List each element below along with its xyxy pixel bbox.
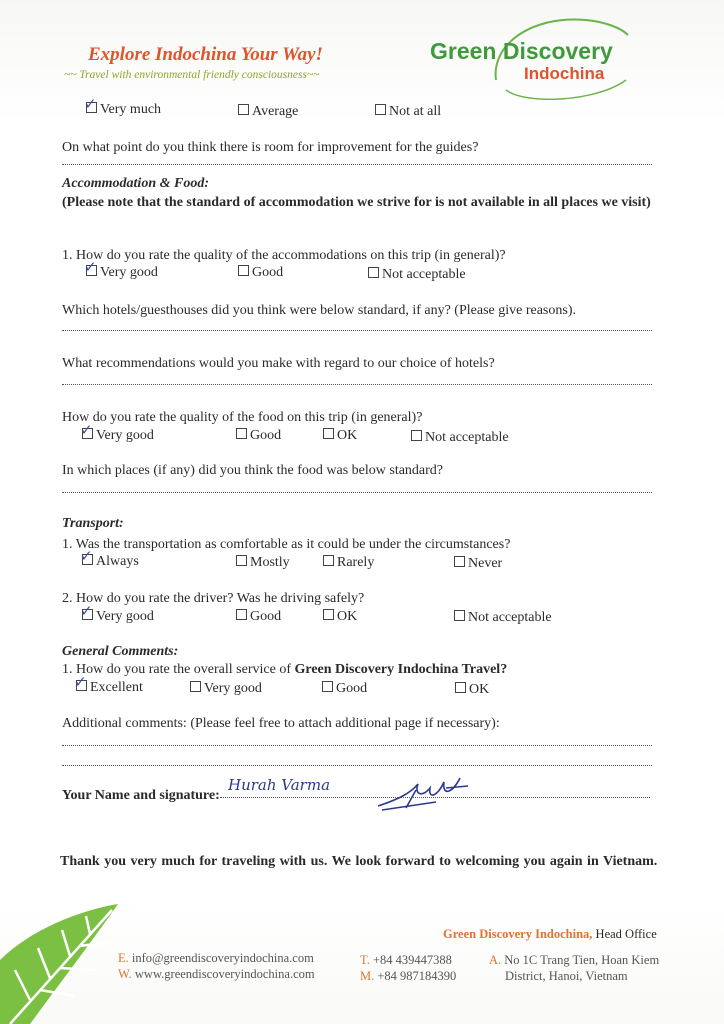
question-accommodation-quality: 1. How do you rate the quality of the accommodations on this trip (in general)?: [62, 248, 506, 263]
question-food-quality: How do you rate the quality of the food on this trip (in general)?: [62, 410, 423, 425]
handwritten-signature-icon: [376, 772, 476, 814]
option-driver-good[interactable]: Good: [236, 609, 281, 625]
option-transport-never[interactable]: Never: [454, 556, 502, 572]
option-driver-very-good[interactable]: ✓ Very good: [80, 602, 154, 624]
checkmark-icon: ✓: [74, 673, 87, 691]
question-food-below-standard: In which places (if any) did you think the food was below standard?: [62, 463, 444, 478]
footer-address-line2: District, Hanoi, Vietnam: [505, 969, 628, 983]
checkmark-icon: ✓: [80, 421, 93, 439]
option-food-not-acceptable[interactable]: Not acceptable: [411, 430, 509, 446]
section-general-comments: General Comments:: [62, 644, 179, 659]
option-driver-not-acceptable[interactable]: Not acceptable: [454, 610, 552, 626]
head-office-label: Green Discovery Indochina, Head Office: [443, 927, 657, 941]
answer-line[interactable]: [62, 164, 652, 165]
option-accommodation-very-good[interactable]: ✓ Very good: [84, 258, 158, 280]
answer-line[interactable]: [62, 745, 652, 746]
question-guide-improvement: On what point do you think there is room for improvement for the guides?: [62, 140, 479, 155]
logo-title: Green Discovery: [430, 38, 613, 64]
option-overall-good[interactable]: Good: [322, 681, 367, 697]
answer-line[interactable]: [62, 384, 652, 385]
answer-line[interactable]: [62, 330, 652, 331]
signature-label: Your Name and signature:: [62, 788, 220, 803]
checkmark-icon: ✓: [84, 95, 97, 113]
palm-leaf-icon: [0, 900, 120, 1024]
section-accommodation: Accommodation & Food:: [62, 176, 209, 191]
option-food-good[interactable]: Good: [236, 428, 281, 444]
additional-comments-label: Additional comments: (Please feel free to attach additional page if necessary):: [62, 716, 500, 731]
footer-mobile: M. +84 987184390: [360, 969, 457, 983]
footer-website[interactable]: W. www.greendiscoveryindochina.com: [118, 967, 315, 981]
answer-line[interactable]: [62, 492, 652, 493]
option-food-very-good[interactable]: ✓ Very good: [80, 421, 154, 443]
footer-address-line1: A. No 1C Trang Tien, Hoan Kiem: [489, 953, 660, 967]
checkmark-icon: ✓: [84, 258, 97, 276]
option-overall-excellent[interactable]: ✓ Excellent: [74, 673, 143, 695]
option-overall-ok[interactable]: OK: [455, 682, 489, 698]
option-very-much[interactable]: ✓ Very much: [84, 95, 162, 117]
brand-tagline: ~~ Travel with environmental friendly consciousness~~: [64, 69, 320, 81]
option-transport-mostly[interactable]: Mostly: [236, 555, 290, 571]
option-accommodation-not-acceptable[interactable]: Not acceptable: [368, 267, 466, 283]
question-hotel-recommendations: What recommendations would you make with regard to our choice of hotels?: [62, 356, 495, 371]
answer-line[interactable]: [62, 765, 652, 766]
section-transport: Transport:: [62, 516, 124, 531]
checkmark-icon: ✓: [80, 547, 93, 565]
option-accommodation-good[interactable]: Good: [238, 265, 283, 281]
footer-telephone: T. +84 439447388: [360, 953, 452, 967]
brand-slogan: Explore Indochina Your Way!: [88, 44, 323, 65]
handwritten-name: Hurah Varma: [228, 776, 331, 794]
option-transport-rarely[interactable]: Rarely: [323, 555, 374, 571]
logo-subtitle: Indochina: [524, 64, 605, 83]
option-driver-ok[interactable]: OK: [323, 609, 357, 625]
question-driver: 2. How do you rate the driver? Was he driving safely?: [62, 591, 365, 606]
option-transport-always[interactable]: ✓ Always: [80, 547, 139, 569]
footer-email[interactable]: E. info@greendiscoveryindochina.com: [118, 951, 314, 965]
option-food-ok[interactable]: OK: [323, 428, 357, 444]
option-not-at-all[interactable]: Not at all: [375, 104, 441, 120]
checkmark-icon: ✓: [80, 602, 93, 620]
option-average[interactable]: Average: [238, 104, 298, 120]
thank-you-message: Thank you very much for traveling with us. We look forward to welcoming you again in Vietnam.: [60, 854, 658, 869]
option-overall-very-good[interactable]: Very good: [190, 681, 262, 697]
question-transport-comfort: 1. Was the transportation as comfortable as it could be under the circumstances?: [62, 537, 511, 552]
question-hotels-below-standard: Which hotels/guesthouses did you think were below standard, if any? (Please give reasons).: [62, 303, 576, 318]
accommodation-note: (Please note that the standard of accommodation we strive for is not available in all places we visit): [62, 195, 651, 210]
question-overall-service: 1. How do you rate the overall service of Green Discovery Indochina Travel?: [62, 662, 508, 677]
